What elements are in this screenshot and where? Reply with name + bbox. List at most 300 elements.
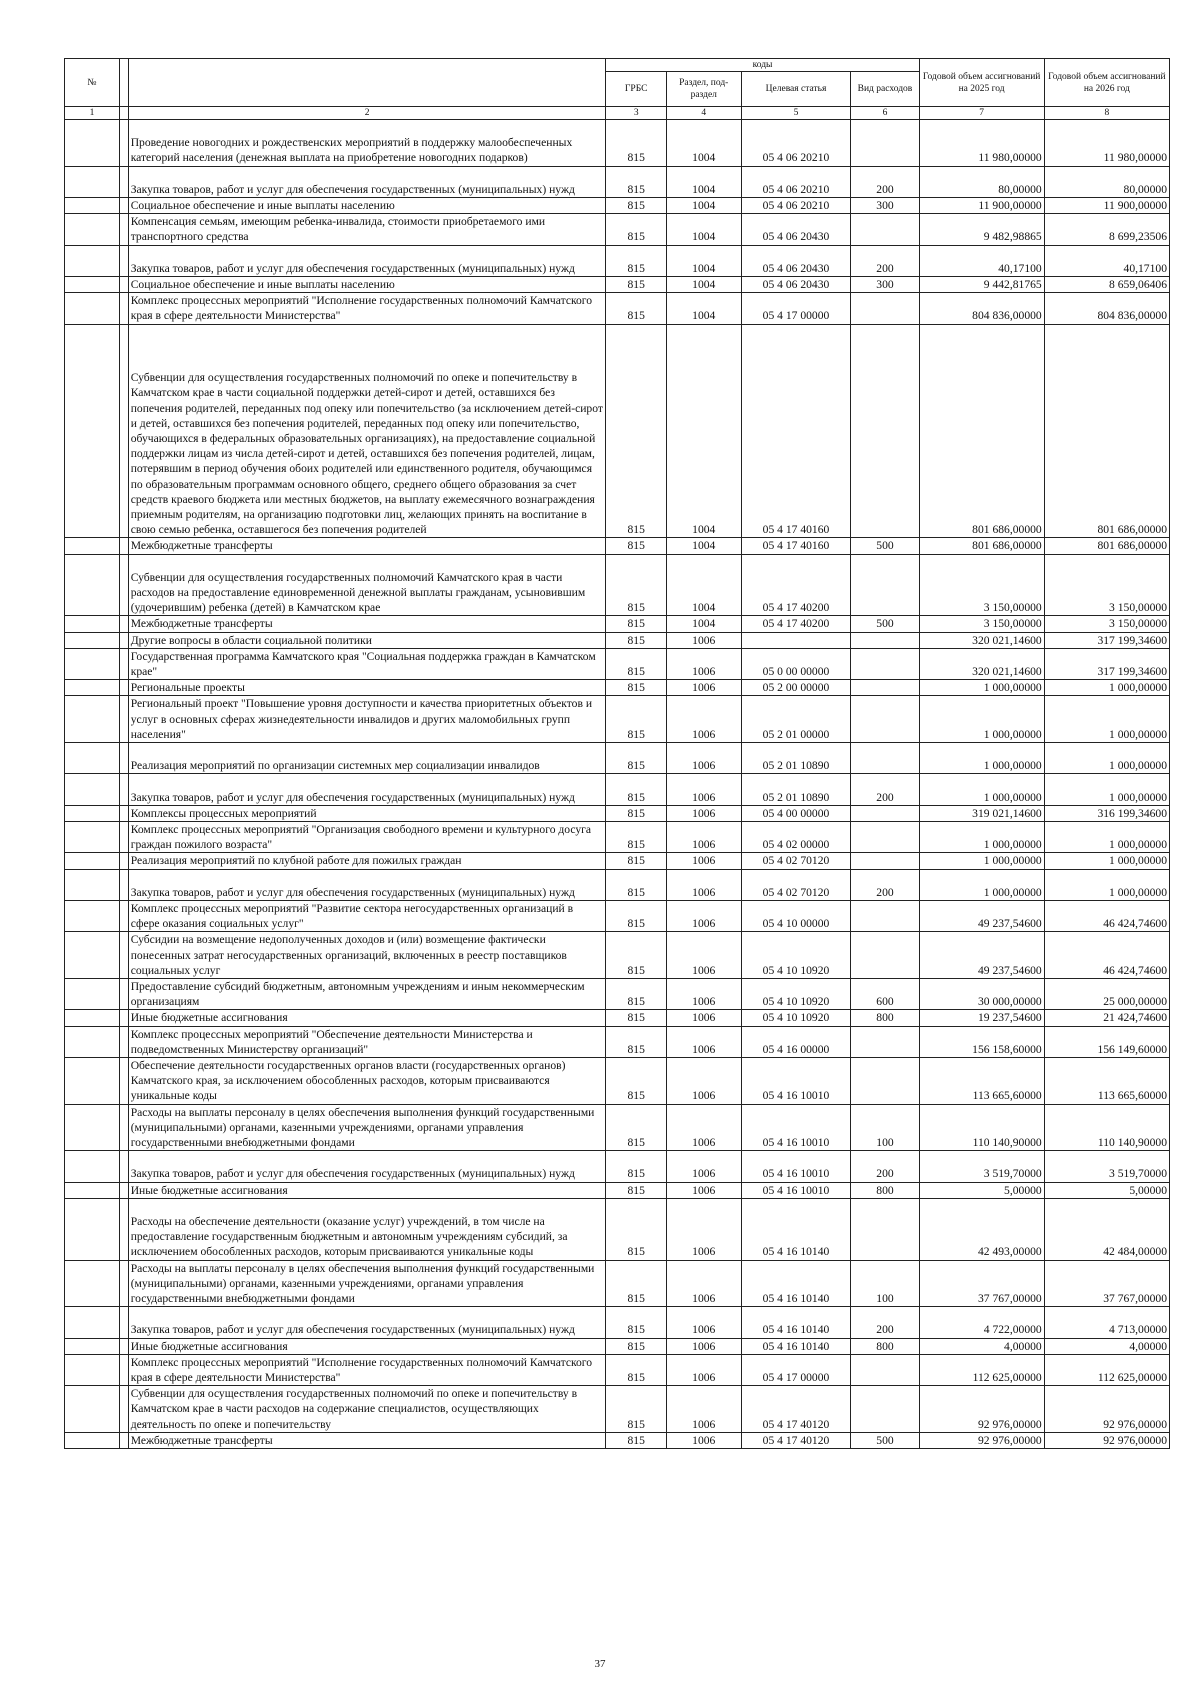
budget-table — [64, 58, 1170, 1449]
row-grbs: 815 — [606, 1198, 666, 1260]
row-amount-2025: 3 150,00000 — [919, 616, 1044, 632]
row-description: Расходы на обеспечение деятельности (оказание услуг) учреждений, в том числе на предоставление государственным бюджетным и автономным учреждениям субсидий, за исключением обособленных расходов, которым присваиваются уникальные коды — [128, 1198, 606, 1260]
row-amount-2026: 3 150,00000 — [1044, 554, 1169, 616]
row-gap — [119, 1260, 128, 1307]
row-amount-2026: 8 699,23506 — [1044, 214, 1169, 245]
row-gap — [119, 166, 128, 197]
row-description: Государственная программа Камчатского края "Социальная поддержка граждан в Камчатском крае" — [128, 648, 606, 679]
row-description: Реализация мероприятий по организации системных мер социализации инвалидов — [128, 743, 606, 774]
row-description: Субвенции для осуществления государственных полномочий по опеке и попечительству в Камчатском крае в части расходов на содержание специалистов, осуществляющих деятельность по опеке и попечительству — [128, 1386, 606, 1433]
col-target-header: Целевая статья — [741, 72, 851, 107]
row-amount-2025: 92 976,00000 — [919, 1432, 1044, 1448]
row-amount-2025: 320 021,14600 — [919, 648, 1044, 679]
row-number — [65, 1386, 120, 1433]
row-expense-type — [851, 1386, 919, 1433]
row-amount-2026: 37 767,00000 — [1044, 1260, 1169, 1307]
row-target: 05 4 16 10140 — [741, 1198, 851, 1260]
row-gap — [119, 245, 128, 276]
row-expense-type: 200 — [851, 774, 919, 805]
col-index: 3 — [606, 107, 666, 120]
row-section: 1006 — [666, 696, 741, 743]
row-gap — [119, 901, 128, 932]
row-target: 05 4 16 10010 — [741, 1182, 851, 1198]
row-amount-2026: 46 424,74600 — [1044, 901, 1169, 932]
row-grbs: 815 — [606, 1104, 666, 1151]
row-description: Иные бюджетные ассигнования — [128, 1182, 606, 1198]
row-grbs: 815 — [606, 166, 666, 197]
row-description: Комплекс процессных мероприятий "Обеспечение деятельности Министерства и подведомственных Министерству организаций" — [128, 1026, 606, 1057]
row-amount-2025: 49 237,54600 — [919, 901, 1044, 932]
row-expense-type — [851, 120, 919, 167]
col-index: 5 — [741, 107, 851, 120]
row-amount-2026: 92 976,00000 — [1044, 1386, 1169, 1433]
row-expense-type: 200 — [851, 869, 919, 900]
row-section: 1006 — [666, 1198, 741, 1260]
row-gap — [119, 869, 128, 900]
row-section: 1004 — [666, 245, 741, 276]
row-number — [65, 1182, 120, 1198]
row-target: 05 4 06 20430 — [741, 214, 851, 245]
row-number — [65, 616, 120, 632]
row-description: Межбюджетные трансферты — [128, 538, 606, 554]
row-amount-2025: 801 686,00000 — [919, 538, 1044, 554]
row-amount-2025: 80,00000 — [919, 166, 1044, 197]
row-expense-type — [851, 648, 919, 679]
row-expense-type — [851, 1198, 919, 1260]
table-row — [65, 680, 1170, 696]
row-number — [65, 1432, 120, 1448]
row-section: 1006 — [666, 1104, 741, 1151]
row-number — [65, 324, 120, 538]
row-amount-2026: 8 659,06406 — [1044, 276, 1169, 292]
row-amount-2026: 3 519,70000 — [1044, 1151, 1169, 1182]
row-amount-2025: 30 000,00000 — [919, 979, 1044, 1010]
row-description: Региональный проект "Повышение уровня доступности и качества приоритетных объектов и услуг в основных сферах жизнедеятельности инвалидов и других маломобильных групп населения" — [128, 696, 606, 743]
row-description: Региональные проекты — [128, 680, 606, 696]
table-row — [65, 1338, 1170, 1354]
row-grbs: 815 — [606, 1432, 666, 1448]
row-amount-2026: 317 199,34600 — [1044, 648, 1169, 679]
row-target: 05 4 06 20210 — [741, 166, 851, 197]
row-amount-2025: 804 836,00000 — [919, 293, 1044, 324]
row-target: 05 4 02 70120 — [741, 853, 851, 869]
row-amount-2026: 1 000,00000 — [1044, 680, 1169, 696]
row-amount-2026: 40,17100 — [1044, 245, 1169, 276]
table-row — [65, 853, 1170, 869]
row-section: 1004 — [666, 276, 741, 292]
row-gap — [119, 822, 128, 853]
row-amount-2026: 804 836,00000 — [1044, 293, 1169, 324]
row-expense-type: 200 — [851, 166, 919, 197]
row-number — [65, 197, 120, 213]
row-amount-2026: 1 000,00000 — [1044, 822, 1169, 853]
row-section: 1006 — [666, 632, 741, 648]
table-row — [65, 901, 1170, 932]
row-number — [65, 932, 120, 979]
row-description: Другие вопросы в области социальной политики — [128, 632, 606, 648]
row-target: 05 2 01 00000 — [741, 696, 851, 743]
row-grbs: 815 — [606, 979, 666, 1010]
row-amount-2026: 1 000,00000 — [1044, 869, 1169, 900]
row-amount-2025: 1 000,00000 — [919, 696, 1044, 743]
row-expense-type: 500 — [851, 1432, 919, 1448]
row-amount-2025: 112 625,00000 — [919, 1354, 1044, 1385]
row-target: 05 2 00 00000 — [741, 680, 851, 696]
row-amount-2026: 5,00000 — [1044, 1182, 1169, 1198]
col-grbs-header: ГРБС — [606, 72, 666, 107]
row-expense-type — [851, 293, 919, 324]
row-grbs: 815 — [606, 1338, 666, 1354]
row-expense-type: 500 — [851, 616, 919, 632]
row-section: 1004 — [666, 120, 741, 167]
row-expense-type: 100 — [851, 1104, 919, 1151]
table-row — [65, 538, 1170, 554]
row-gap — [119, 120, 128, 167]
row-section: 1004 — [666, 166, 741, 197]
row-amount-2025: 3 519,70000 — [919, 1151, 1044, 1182]
row-gap — [119, 1151, 128, 1182]
row-number — [65, 1354, 120, 1385]
row-gap — [119, 853, 128, 869]
row-amount-2026: 4 713,00000 — [1044, 1307, 1169, 1338]
row-amount-2026: 11 980,00000 — [1044, 120, 1169, 167]
row-target: 05 4 16 10140 — [741, 1338, 851, 1354]
row-expense-type: 200 — [851, 245, 919, 276]
row-target: 05 4 10 10920 — [741, 1010, 851, 1026]
row-grbs: 815 — [606, 901, 666, 932]
row-number — [65, 869, 120, 900]
row-gap — [119, 1010, 128, 1026]
row-amount-2026: 1 000,00000 — [1044, 696, 1169, 743]
row-description: Комплекс процессных мероприятий "Организация свободного времени и культурного досуга граждан пожилого возраста" — [128, 822, 606, 853]
row-section: 1006 — [666, 743, 741, 774]
row-number — [65, 853, 120, 869]
row-gap — [119, 1026, 128, 1057]
row-description: Реализация мероприятий по клубной работе для пожилых граждан — [128, 853, 606, 869]
row-target: 05 4 06 20430 — [741, 276, 851, 292]
row-amount-2026: 113 665,60000 — [1044, 1058, 1169, 1105]
table-row — [65, 743, 1170, 774]
row-target: 05 2 01 10890 — [741, 743, 851, 774]
budget-sheet — [64, 58, 1170, 1449]
row-amount-2025: 5,00000 — [919, 1182, 1044, 1198]
row-amount-2025: 1 000,00000 — [919, 869, 1044, 900]
col-index-gap — [119, 107, 128, 120]
row-expense-type — [851, 901, 919, 932]
row-amount-2025: 40,17100 — [919, 245, 1044, 276]
table-row — [65, 1104, 1170, 1151]
row-amount-2025: 11 980,00000 — [919, 120, 1044, 167]
row-section: 1004 — [666, 197, 741, 213]
row-section: 1006 — [666, 1307, 741, 1338]
row-grbs: 815 — [606, 1386, 666, 1433]
row-section: 1006 — [666, 1260, 741, 1307]
row-target: 05 4 16 10010 — [741, 1104, 851, 1151]
row-section: 1006 — [666, 1026, 741, 1057]
row-grbs: 815 — [606, 538, 666, 554]
row-section: 1006 — [666, 1354, 741, 1385]
table-row — [65, 1354, 1170, 1385]
row-amount-2026: 80,00000 — [1044, 166, 1169, 197]
table-row — [65, 774, 1170, 805]
col-index: 6 — [851, 107, 919, 120]
row-section: 1006 — [666, 822, 741, 853]
row-amount-2025: 3 150,00000 — [919, 554, 1044, 616]
row-amount-2025: 1 000,00000 — [919, 680, 1044, 696]
row-target: 05 4 10 10920 — [741, 979, 851, 1010]
row-amount-2026: 3 150,00000 — [1044, 616, 1169, 632]
row-description: Социальное обеспечение и иные выплаты населению — [128, 197, 606, 213]
row-number — [65, 554, 120, 616]
row-amount-2025: 4 722,00000 — [919, 1307, 1044, 1338]
row-number — [65, 822, 120, 853]
codes-header: коды — [606, 59, 919, 72]
row-grbs: 815 — [606, 554, 666, 616]
row-grbs: 815 — [606, 616, 666, 632]
table-row — [65, 1151, 1170, 1182]
row-amount-2025: 92 976,00000 — [919, 1386, 1044, 1433]
table-row — [65, 648, 1170, 679]
table-row — [65, 554, 1170, 616]
row-target: 05 4 06 20210 — [741, 120, 851, 167]
row-grbs: 815 — [606, 743, 666, 774]
row-section: 1004 — [666, 324, 741, 538]
row-amount-2026: 1 000,00000 — [1044, 853, 1169, 869]
row-amount-2026: 156 149,60000 — [1044, 1026, 1169, 1057]
row-target: 05 4 16 10140 — [741, 1260, 851, 1307]
row-description: Закупка товаров, работ и услуг для обеспечения государственных (муниципальных) нужд — [128, 1307, 606, 1338]
row-expense-type — [851, 632, 919, 648]
row-section: 1006 — [666, 1058, 741, 1105]
row-amount-2026: 317 199,34600 — [1044, 632, 1169, 648]
row-expense-type — [851, 680, 919, 696]
row-number — [65, 166, 120, 197]
row-amount-2026: 25 000,00000 — [1044, 979, 1169, 1010]
row-amount-2025: 110 140,90000 — [919, 1104, 1044, 1151]
row-number — [65, 648, 120, 679]
row-target: 05 2 01 10890 — [741, 774, 851, 805]
row-amount-2026: 42 484,00000 — [1044, 1198, 1169, 1260]
row-gap — [119, 554, 128, 616]
row-expense-type — [851, 1026, 919, 1057]
table-row — [65, 293, 1170, 324]
table-row — [65, 1260, 1170, 1307]
row-amount-2025: 1 000,00000 — [919, 822, 1044, 853]
row-amount-2026: 92 976,00000 — [1044, 1432, 1169, 1448]
row-gap — [119, 648, 128, 679]
row-number — [65, 120, 120, 167]
col-num-header: № — [65, 59, 120, 107]
row-expense-type — [851, 1354, 919, 1385]
row-description: Обеспечение деятельности государственных органов власти (государственных органов) Камчатского края, за исключением обособленных расходов, которым присваиваются уникальные коды — [128, 1058, 606, 1105]
row-target: 05 4 10 10920 — [741, 932, 851, 979]
row-amount-2025: 49 237,54600 — [919, 932, 1044, 979]
row-target: 05 4 02 00000 — [741, 822, 851, 853]
row-expense-type — [851, 743, 919, 774]
col-index: 1 — [65, 107, 120, 120]
row-section: 1004 — [666, 214, 741, 245]
row-target: 05 4 17 40160 — [741, 538, 851, 554]
row-amount-2025: 320 021,14600 — [919, 632, 1044, 648]
row-number — [65, 1151, 120, 1182]
row-expense-type — [851, 696, 919, 743]
row-section: 1004 — [666, 554, 741, 616]
row-target: 05 4 16 00000 — [741, 1026, 851, 1057]
row-description: Межбюджетные трансферты — [128, 616, 606, 632]
row-description: Проведение новогодних и рождественских мероприятий в поддержку малообеспеченных категорий населения (денежная выплата на приобретение новогодних подарков) — [128, 120, 606, 167]
row-gap — [119, 632, 128, 648]
row-amount-2025: 11 900,00000 — [919, 197, 1044, 213]
table-row — [65, 1386, 1170, 1433]
row-grbs: 815 — [606, 1026, 666, 1057]
row-gap — [119, 1354, 128, 1385]
row-grbs: 815 — [606, 648, 666, 679]
row-description: Закупка товаров, работ и услуг для обеспечения государственных (муниципальных) нужд — [128, 1151, 606, 1182]
col-expense-type-header: Вид расходов — [851, 72, 919, 107]
row-gap — [119, 214, 128, 245]
row-description: Закупка товаров, работ и услуг для обеспечения государственных (муниципальных) нужд — [128, 774, 606, 805]
row-section: 1006 — [666, 680, 741, 696]
row-target: 05 4 16 10010 — [741, 1151, 851, 1182]
table-row — [65, 1182, 1170, 1198]
col-2026-header: Годовой объем ассигнований на 2026 год — [1044, 59, 1169, 107]
row-amount-2026: 1 000,00000 — [1044, 743, 1169, 774]
row-number — [65, 1104, 120, 1151]
row-amount-2025: 801 686,00000 — [919, 324, 1044, 538]
row-gap — [119, 680, 128, 696]
table-row — [65, 616, 1170, 632]
row-section: 1006 — [666, 979, 741, 1010]
row-number — [65, 1260, 120, 1307]
row-target: 05 4 10 00000 — [741, 901, 851, 932]
table-row — [65, 324, 1170, 538]
col-2025-header: Годовой объем ассигнований на 2025 год — [919, 59, 1044, 107]
row-section: 1006 — [666, 648, 741, 679]
row-gap — [119, 1198, 128, 1260]
row-gap — [119, 324, 128, 538]
row-amount-2025: 1 000,00000 — [919, 853, 1044, 869]
table-row — [65, 1010, 1170, 1026]
row-gap — [119, 774, 128, 805]
row-number — [65, 774, 120, 805]
row-description: Иные бюджетные ассигнования — [128, 1010, 606, 1026]
row-number — [65, 743, 120, 774]
row-amount-2026: 112 625,00000 — [1044, 1354, 1169, 1385]
row-section: 1004 — [666, 538, 741, 554]
row-grbs: 815 — [606, 1307, 666, 1338]
row-section: 1004 — [666, 616, 741, 632]
row-grbs: 815 — [606, 632, 666, 648]
row-gap — [119, 979, 128, 1010]
row-description: Закупка товаров, работ и услуг для обеспечения государственных (муниципальных) нужд — [128, 245, 606, 276]
row-grbs: 815 — [606, 1354, 666, 1385]
page-number: 37 — [594, 1658, 606, 1670]
row-expense-type: 600 — [851, 979, 919, 1010]
row-grbs: 815 — [606, 680, 666, 696]
row-expense-type: 800 — [851, 1182, 919, 1198]
row-grbs: 815 — [606, 1058, 666, 1105]
row-amount-2025: 42 493,00000 — [919, 1198, 1044, 1260]
row-amount-2025: 19 237,54600 — [919, 1010, 1044, 1026]
table-row — [65, 276, 1170, 292]
table-row — [65, 120, 1170, 167]
row-target: 05 4 06 20210 — [741, 197, 851, 213]
row-number — [65, 245, 120, 276]
row-amount-2026: 316 199,34600 — [1044, 805, 1169, 821]
row-target: 05 4 16 10140 — [741, 1307, 851, 1338]
row-gap — [119, 293, 128, 324]
table-row — [65, 1307, 1170, 1338]
row-section: 1006 — [666, 805, 741, 821]
row-amount-2026: 801 686,00000 — [1044, 538, 1169, 554]
row-gap — [119, 538, 128, 554]
col-index: 2 — [128, 107, 606, 120]
row-description: Комплекс процессных мероприятий "Развитие сектора негосударственных организаций в сфере оказания социальных услуг" — [128, 901, 606, 932]
row-expense-type: 200 — [851, 1151, 919, 1182]
row-description: Компенсация семьям, имеющим ребенка-инвалида, стоимости приобретаемого ими транспортного средства — [128, 214, 606, 245]
row-description: Предоставление субсидий бюджетным, автономным учреждениям и иным некоммерческим организациям — [128, 979, 606, 1010]
row-description: Иные бюджетные ассигнования — [128, 1338, 606, 1354]
row-gap — [119, 1432, 128, 1448]
row-grbs: 815 — [606, 197, 666, 213]
row-expense-type: 300 — [851, 197, 919, 213]
col-index: 7 — [919, 107, 1044, 120]
row-number — [65, 214, 120, 245]
table-row — [65, 197, 1170, 213]
row-amount-2026: 21 424,74600 — [1044, 1010, 1169, 1026]
row-number — [65, 1010, 120, 1026]
row-number — [65, 805, 120, 821]
row-expense-type: 500 — [851, 538, 919, 554]
table-row — [65, 805, 1170, 821]
row-expense-type — [851, 822, 919, 853]
row-number — [65, 293, 120, 324]
row-description: Закупка товаров, работ и услуг для обеспечения государственных (муниципальных) нужд — [128, 869, 606, 900]
row-description: Социальное обеспечение и иные выплаты населению — [128, 276, 606, 292]
table-row — [65, 1432, 1170, 1448]
row-number — [65, 1058, 120, 1105]
row-expense-type — [851, 214, 919, 245]
row-amount-2025: 9 482,98865 — [919, 214, 1044, 245]
row-gap — [119, 616, 128, 632]
row-amount-2026: 11 900,00000 — [1044, 197, 1169, 213]
row-section: 1006 — [666, 853, 741, 869]
row-amount-2026: 110 140,90000 — [1044, 1104, 1169, 1151]
table-row — [65, 932, 1170, 979]
row-grbs: 815 — [606, 214, 666, 245]
row-target: 05 4 17 40200 — [741, 616, 851, 632]
row-section: 1006 — [666, 1182, 741, 1198]
table-row — [65, 696, 1170, 743]
budget-body — [65, 120, 1170, 1449]
row-target: 05 4 02 70120 — [741, 869, 851, 900]
row-grbs: 815 — [606, 245, 666, 276]
row-section: 1006 — [666, 932, 741, 979]
row-amount-2025: 9 442,81765 — [919, 276, 1044, 292]
table-row — [65, 869, 1170, 900]
row-section: 1006 — [666, 1432, 741, 1448]
row-target: 05 0 00 00000 — [741, 648, 851, 679]
row-gap — [119, 1307, 128, 1338]
row-expense-type — [851, 853, 919, 869]
table-row — [65, 245, 1170, 276]
row-description: Субвенции для осуществления государственных полномочий Камчатского края в части расходов на предоставление единовременной денежной выплаты гражданам, усыновившим (удочерившим) ребенка (детей) в Камчатском крае — [128, 554, 606, 616]
row-expense-type — [851, 324, 919, 538]
row-number — [65, 276, 120, 292]
row-section: 1006 — [666, 1010, 741, 1026]
row-amount-2026: 801 686,00000 — [1044, 324, 1169, 538]
row-grbs: 815 — [606, 1260, 666, 1307]
